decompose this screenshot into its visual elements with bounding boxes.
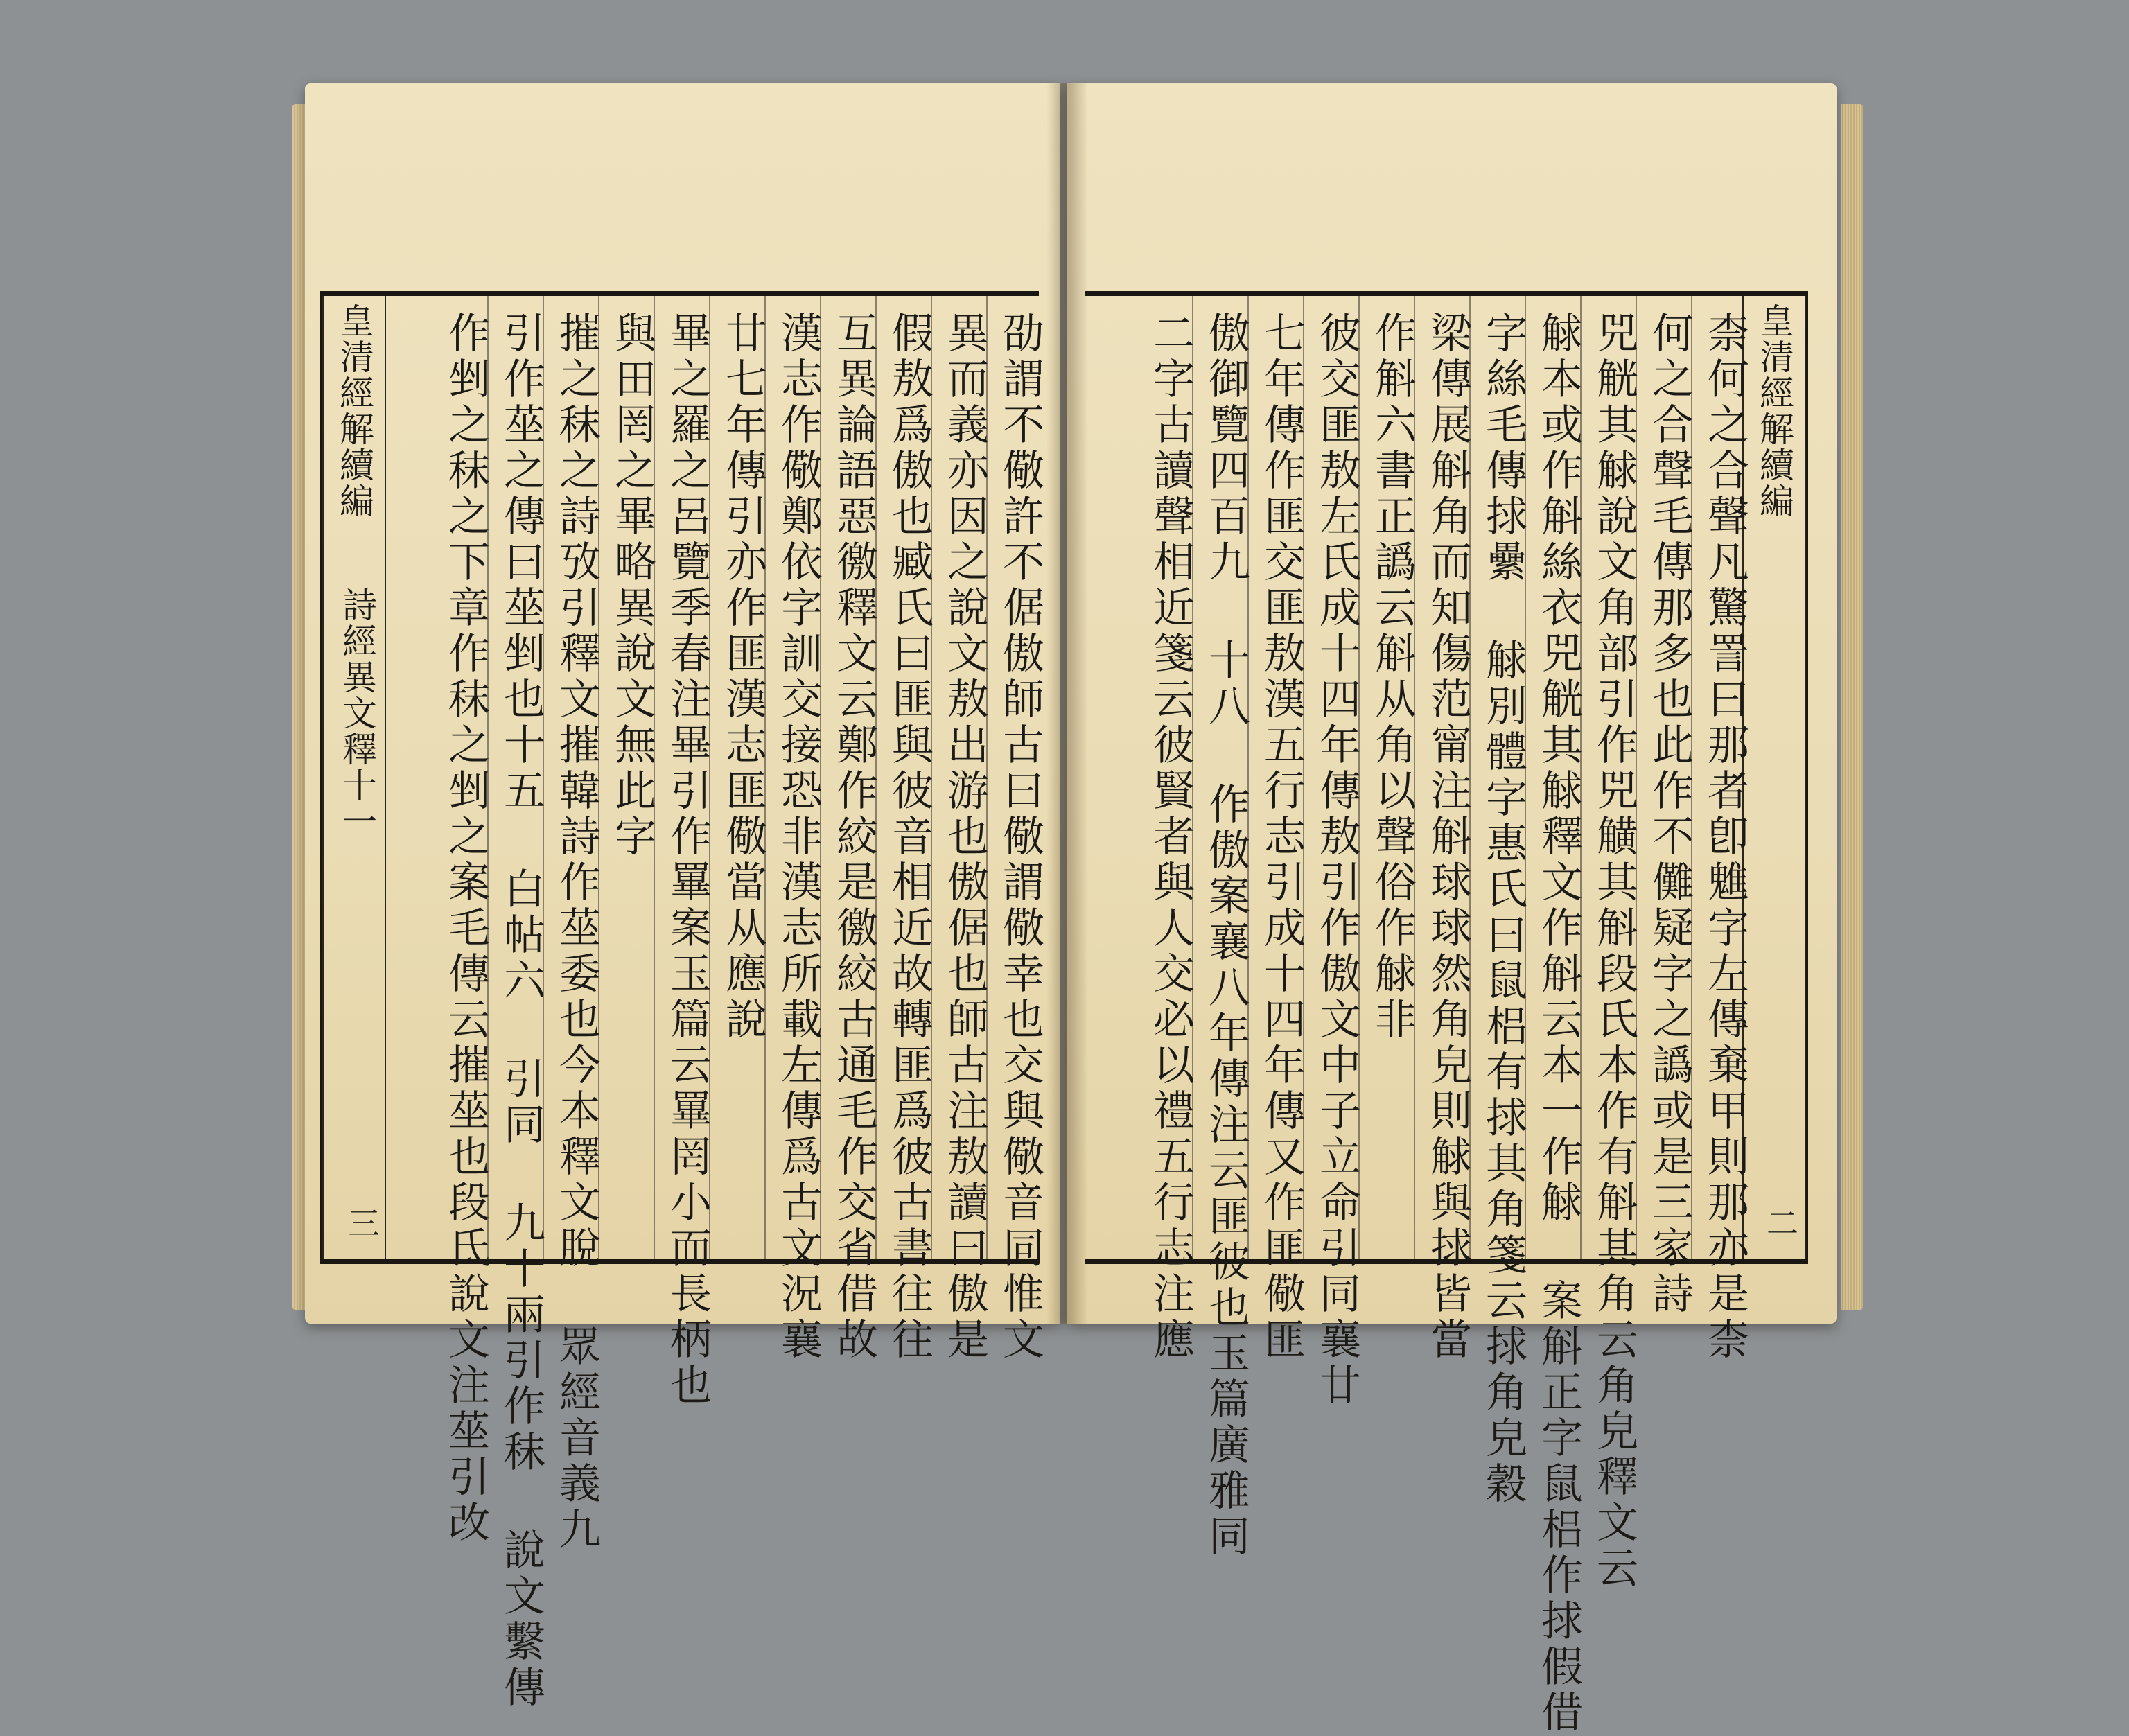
text-column: 作剉之秣之下章作秣之剉之案毛傳云摧莝也段氏說文注莝引改	[441, 311, 490, 1546]
text-column: 何之合聲毛傳那多也此作不儺疑字之譌或是三家詩	[1645, 311, 1694, 1317]
text-column: 二字古讀聲相近箋云彼賢者與人交必以禮五行志注應	[1146, 311, 1195, 1363]
left-page	[305, 83, 1060, 1711]
text-column: 彼交匪敖左氏成十四年傳敖引作傲文中子立命引同襄廿	[1313, 311, 1361, 1409]
page-number: 三	[343, 1207, 380, 1238]
text-column: 漢志作儆鄭依字訓交接恐非漢志所載左傳爲古文況襄	[774, 311, 823, 1363]
text-column: 作斛六書正譌云斛从角以聲俗作觩非	[1368, 311, 1417, 1043]
text-column: 觩本或作斛絲衣兕觥其觩釋文作斛云本一作觩 案斛正字鼠梠作捄假借	[1534, 311, 1583, 1736]
text-column: 七年傳作匪交匪敖漢五行志引成十四年傳又作匪儆匪	[1257, 311, 1306, 1363]
page-stack-right	[1841, 104, 1863, 1310]
page-number: 二	[1762, 1207, 1799, 1238]
text-column: 傲御覽四百九 十八 作傲案襄八年傳注云匪彼也玉篇廣雅同	[1202, 311, 1250, 1560]
book-gutter	[1046, 83, 1088, 1324]
right-page-margin	[1742, 296, 1806, 1259]
left-page-margin	[322, 296, 386, 1259]
collection-title: 皇清經解續編	[334, 303, 374, 519]
right-text-frame	[1085, 291, 1808, 1736]
text-column: 摧之秣之詩攷引釋文摧韓詩作莝委也今本釋文脫 眾經音義九	[552, 311, 601, 1553]
text-column: 假敖爲傲也臧氏曰匪與彼音相近故轉匪爲彼古書往往	[885, 311, 934, 1363]
text-column: 異而義亦因之說文敖出游也傲倨也師古注敖讀曰傲是	[940, 311, 989, 1363]
text-column: 互異論語惡徼釋文云鄭作絞是徼絞古通毛作交省借故	[830, 311, 878, 1363]
collection-title: 皇清經解續編	[1754, 303, 1794, 519]
text-column: 柰何之合聲凡驚詈曰那者卽魋字左傳棄甲則那亦是柰	[1701, 311, 1749, 1363]
text-column: 字絲毛傳捄纍 觩別體字惠氏曰鼠梠有捄其角箋云捄角皃穀	[1479, 311, 1527, 1507]
text-column: 與田罔之畢略異說文無此字	[608, 311, 656, 860]
left-text-frame	[320, 291, 1044, 1711]
right-page	[1067, 83, 1837, 1736]
text-column: 廿七年傳引亦作匪漢志匪儆當从應說	[719, 311, 767, 1043]
open-book	[305, 83, 1843, 1736]
text-column: 引作莝之傳曰莝剉也十五 白帖六 引同 九十兩引作秣 說文繫傳	[497, 311, 545, 1711]
text-column: 劭謂不儆許不倨傲師古曰儆謂儆幸也交與儆音同惟文	[996, 311, 1044, 1363]
text-column: 梁傳展斛角而知傷范甯注斛球球然角皃則觩與捄皆當	[1423, 311, 1472, 1363]
text-column: 畢之羅之呂覽季春注畢引作罼案玉篇云罼罔小而長柄也	[663, 311, 712, 1409]
section-title: 詩經異文釋十一	[337, 587, 377, 839]
text-column: 兕觥其觩說文角部引作兕觵其斛段氏本作有斛其角云角皃釋文云	[1590, 311, 1638, 1592]
